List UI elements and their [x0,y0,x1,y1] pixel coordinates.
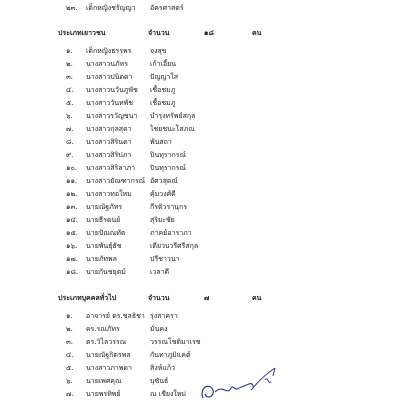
item-last-name: เก้าเอี้ยน [150,60,177,68]
item-number: ๗. [66,390,74,398]
amount-label: จำนวน [148,293,170,302]
item-first-name: นางสาวปนิตดา [86,73,133,81]
item-number: ๑๔. [66,216,78,224]
item-first-name: นายกันชยุตม์ [86,268,126,276]
item-number: ๙. [66,151,74,159]
item-first-name: นายพันธุ์ธัช [86,242,122,250]
item-number: ๕. [66,364,74,372]
item-first-name: นางสาวกุลสุดา [86,125,132,133]
item-last-name: กันทาภูมิแคต์ [150,351,191,359]
item-last-name: เชื้อชมภู [150,99,176,107]
item-first-name: นางสาวสิรินดา [86,138,132,146]
item-number: ๑๖. [66,242,78,250]
amount-unit: คน [252,28,262,37]
item-first-name: นายปัณณทัต [86,229,126,237]
item-number: ๒. [66,60,73,68]
item-number: ๕. [66,99,74,107]
item-number: ๑๘. [66,268,79,276]
item-last-name: อัครศาสตร์ [150,4,184,12]
item-number: ๔. [66,351,74,359]
item-number: ๖. [66,377,73,385]
item-first-name: นายภัทพล [86,255,117,263]
item-last-name: สิงห์แก้ว [150,364,175,372]
item-last-name: ปินทุรากรณ์ [150,151,187,159]
item-first-name: นายพรทิพย์ [86,390,121,398]
item-first-name: นางสาวนวันภูพัช [86,86,138,94]
item-first-name: นางสาวยัณฑากรณ์ [86,177,146,185]
item-first-name: นางสาววันทพัช [86,99,133,107]
item-first-name: นางสาวภาพดา [86,364,132,372]
item-last-name: คุ้มวงศ์ดี [150,190,176,198]
item-number: ๔. [66,86,74,94]
item-number: ๑๕. [66,229,78,237]
item-first-name: นายณัฐภัทร [86,203,123,211]
handwritten-signature [195,358,285,400]
item-first-name: นางสาวนภัทร [86,60,129,68]
item-first-name: นายธีรดนย์ [86,216,121,224]
item-last-name: ปินทุรากรณ์ [150,164,187,172]
item-first-name: นางสาวทอใหม [86,190,132,198]
item-last-name: ปรีชาวนา [150,255,180,263]
item-last-name: กีรติวรานุกร [150,203,187,211]
item-first-name: เด็กหญิงธรรพร [86,47,132,55]
item-last-name: รุ่งสาครา [150,312,178,320]
item-last-name: เดียวบวรีศรีสกุล [150,242,199,250]
item-last-name: พันสถา [150,138,172,146]
item-first-name: นางสาวสิริปภา [86,151,132,159]
item-last-name: บำรุงทรัพย์สกุล [150,112,196,120]
item-number: ๑๒. [66,190,78,198]
item-first-name: เด็กหญิงชรัญญา [86,4,136,12]
item-last-name: สุริยะชัย [150,216,175,224]
item-number: ๑๑. [66,177,78,185]
item-number: ๑. [66,312,73,320]
item-number: ๖. [66,112,73,120]
amount-value: ๗ [204,293,210,302]
amount-label: จำนวน [148,28,170,37]
item-first-name: อาจารย์ ดร.ชลธิชา [86,312,145,320]
item-last-name: เวลาดี [150,268,170,276]
item-first-name: นางสาวสิริลาภา [86,164,136,172]
item-number: ๓. [66,338,74,346]
item-last-name: จงสุข [150,47,167,55]
item-number: ๒๓. [66,4,78,12]
item-last-name: บุซันธ์ [150,377,169,385]
item-last-name: มั่นคง [150,325,168,333]
item-number: ๑๗. [66,255,78,263]
section-title: ประเภทบุคคลทั่วไป [58,293,117,302]
item-first-name: นายณัฐกิตรพล [86,351,131,359]
section-title: ประเภทเยาวชน [58,28,106,37]
item-last-name: อัศวสุดณ์ [150,177,178,185]
item-number: ๑๓. [66,203,78,211]
item-last-name: เชื้อชมภู [150,86,176,94]
item-last-name: ณ เชียงใหม่ [150,390,187,398]
item-first-name: ดร.รณภัทร [86,325,120,333]
item-number: ๘. [66,138,74,146]
item-first-name: นางสาวรวัญชนา [86,112,138,120]
item-last-name: วรรณโชติมาเรช [150,338,201,346]
amount-unit: คน [252,293,262,302]
item-first-name: ดร.วิไลวรรณ [86,338,127,346]
item-number: ๒. [66,325,73,333]
item-number: ๓. [66,73,74,81]
amount-value: ๑๘ [204,28,214,37]
item-last-name: ปัญญาใส [150,73,178,81]
item-number: ๑. [66,47,73,55]
item-last-name: ไชยชนะโสภณ [150,125,195,133]
item-number: ๗. [66,125,74,133]
item-number: ๑๐. [66,164,77,172]
item-first-name: นายเพศคุณ [86,377,122,385]
item-last-name: ภาคย์อาราภา [150,229,192,237]
